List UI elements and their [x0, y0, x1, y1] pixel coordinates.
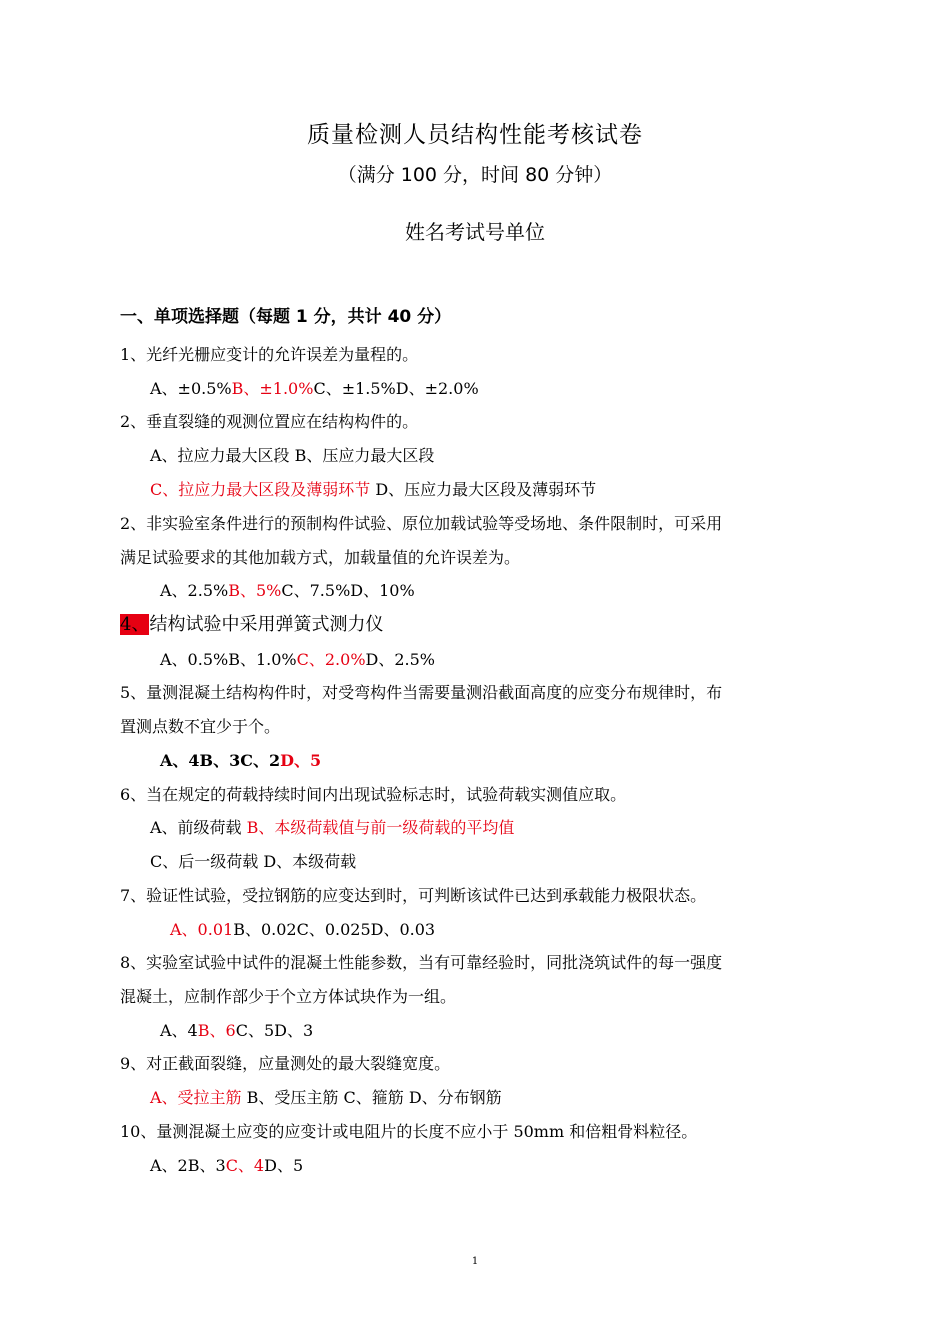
option-a: A、前级荷载: [150, 818, 247, 837]
question-7-options: [170, 919, 435, 941]
question-7-stem: 7、验证性试验，受拉钢筋的应变达到时，可判断该试件已达到承载能力极限状态。: [120, 886, 707, 905]
question-6-options-ab: [150, 817, 514, 839]
question-3-stem-line2: 满足试验要求的其他加载方式，加载量值的允许误差为。: [120, 548, 521, 567]
option-a: A、2.5%: [160, 581, 229, 600]
option-cd: C、5D、3: [235, 1021, 314, 1040]
question-10-stem: 10、量测混凝土应变的应变计或电阻片的长度不应小于 50mm 和倍粗骨料粒径。: [120, 1122, 698, 1141]
candidate-info-line: 姓名考试号单位: [405, 220, 545, 244]
option-d: D、5: [264, 1156, 304, 1175]
question-8-stem-line2: 混凝土，应制作部少于个立方体试块作为一组。: [120, 987, 457, 1006]
question-4-options: [160, 649, 435, 671]
question-5-stem-line2: 置测点数不宜少于个。: [120, 717, 281, 736]
question-10-options: [150, 1155, 303, 1177]
highlighted-number: 4、: [120, 614, 150, 635]
answer-option-d: D、5: [280, 751, 322, 770]
option-d: D、2.5%: [365, 650, 436, 669]
question-2-options-ab: A、拉应力最大区段 B、压应力最大区段: [150, 446, 435, 465]
option-cd: C、7.5%D、10%: [281, 581, 415, 600]
option-d: D、±2.0%: [395, 379, 479, 398]
answer-option-a: A、受拉主筋: [150, 1088, 242, 1107]
section-heading: 一、单项选择题（每题 1 分，共计 40 分）: [120, 307, 452, 327]
question-8-options: [160, 1020, 313, 1042]
question-2-options-cd: [150, 479, 596, 501]
option-d: D、压应力最大区段及薄弱环节: [370, 480, 597, 499]
question-5-stem-line1: 5、量测混凝土结构构件时，对受弯构件当需要量测沿截面高度的应变分布规律时，布: [120, 683, 723, 702]
question-5-options: [160, 750, 321, 772]
question-1-options: [150, 378, 479, 400]
page-subtitle: （满分 100 分，时间 80 分钟）: [337, 164, 613, 186]
question-6-options-cd: C、后一级荷载 D、本级荷载: [150, 852, 357, 871]
answer-option-c: C、2.0%: [296, 650, 366, 669]
question-6-stem: 6、当在规定的荷载持续时间内出现试验标志时，试验荷载实测值应取。: [120, 785, 627, 804]
question-4-stem: [120, 612, 383, 638]
answer-option-c: C、4: [225, 1156, 265, 1175]
option-bcd: B、受压主筋 C、箍筋 D、分布钢筋: [241, 1088, 502, 1107]
option-bcd: B、0.02C、0.025D、0.03: [233, 920, 436, 939]
option-abc: A、4B、3C、2: [160, 751, 281, 770]
option-a: A、±0.5%: [150, 379, 232, 398]
question-2-stem: 2、垂直裂缝的观测位置应在结构构件的。: [120, 412, 419, 431]
option-ab: A、0.5%B、1.0%: [160, 650, 297, 669]
page-title: 质量检测人员结构性能考核试卷: [307, 122, 643, 148]
question-3-options: [160, 580, 415, 602]
question-9-stem: 9、对正截面裂缝，应量测处的最大裂缝宽度。: [120, 1054, 451, 1073]
answer-option-b: B、本级荷载值与前一级荷载的平均值: [246, 818, 515, 837]
option-a: A、4: [160, 1021, 198, 1040]
answer-option-b: B、5%: [228, 581, 282, 600]
question-1-stem: 1、光纤光栅应变计的允许误差为量程的。: [120, 345, 419, 364]
question-9-options: [150, 1087, 502, 1109]
question-8-stem-line1: 8、实验室试验中试件的混凝土性能参数，当有可靠经验时，同批浇筑试件的每一强度: [120, 953, 723, 972]
answer-option-b: B、6: [197, 1021, 236, 1040]
option-ab: A、2B、3: [150, 1156, 226, 1175]
page-number: 1: [471, 1256, 479, 1267]
answer-option-b: B、±1.0%: [231, 379, 314, 398]
answer-option-a: A、0.01: [170, 920, 234, 939]
answer-option-c: C、拉应力最大区段及薄弱环节: [150, 480, 371, 499]
question-3-stem-line1: 2、非实验室条件进行的预制构件试验、原位加载试验等受场地、条件限制时，可采用: [120, 514, 723, 533]
option-c: C、±1.5%: [313, 379, 396, 398]
question-4-text: 结构试验中采用弹簧式测力仪: [149, 614, 384, 635]
